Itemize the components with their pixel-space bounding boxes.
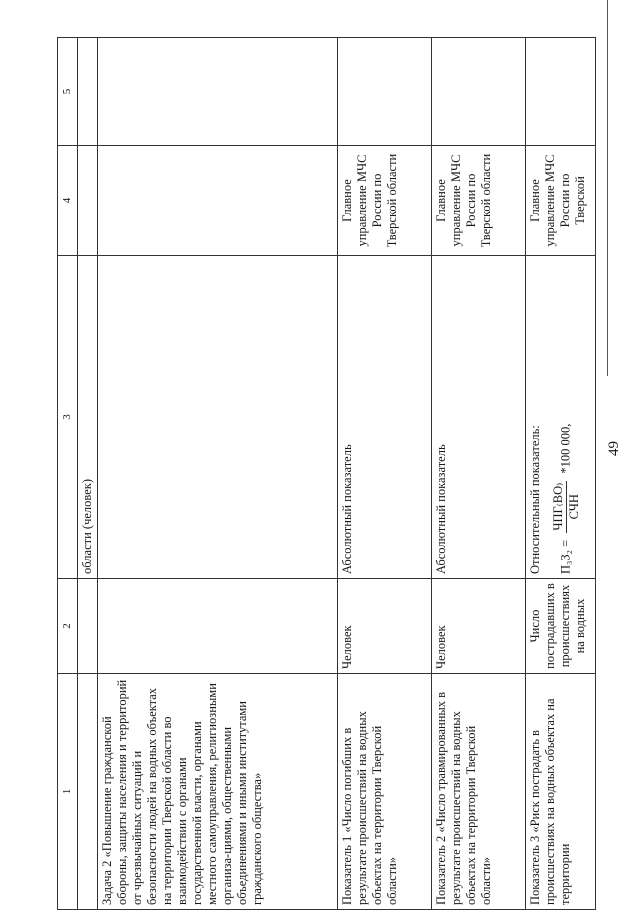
formula-numerator: ЧПГ₍ВО₎ [551, 482, 565, 531]
page-number-container [607, 440, 637, 470]
indicator-type-cell [526, 256, 596, 579]
formula-multiplier: *100 000, [558, 423, 573, 474]
table-row [432, 38, 526, 910]
formula-fraction [551, 481, 582, 533]
indicator-table [57, 37, 596, 910]
unit-cell: Число пострадавших в происшествиях на водных [526, 579, 596, 674]
table-row [98, 38, 338, 910]
header-col-4: 4 [58, 146, 78, 256]
rotated-table-container [57, 38, 585, 910]
table-row [526, 38, 596, 910]
indicator-1-cell: Показатель 1 «Число погибших в результате происшествий на водных объектах на территории Тверской области» [338, 674, 432, 910]
responsible-cell: Главное управление МЧС России по Тверской области [338, 146, 432, 256]
unit-cell: Человек [432, 579, 526, 674]
table-row [78, 38, 98, 910]
indicator-2-cell: Показатель 2 «Число травмированных в результате происшествий на водных объектах на территории Тверской области» [432, 674, 526, 910]
page-number: 49 [606, 441, 622, 456]
responsible-cell: Главное управление МЧС России по Тверской области [432, 146, 526, 256]
table-header-row [58, 38, 78, 910]
indicator-type-cell: Абсолютный показатель [338, 256, 432, 579]
indicator-3-cell: Показатель 3 «Риск пострадать в происшествиях на водных объектах на территории [526, 674, 596, 910]
page-edge-line [607, 0, 608, 376]
header-col-2: 2 [58, 579, 78, 674]
table-row [338, 38, 432, 910]
header-col-1: 1 [58, 674, 78, 910]
indicator-type-label: Относительный показатель: [528, 425, 542, 574]
responsible-cell: Главное управление МЧС России по Тверской [526, 146, 596, 256]
formula-denominator: СЧН [567, 494, 581, 520]
header-col-3: 3 [58, 256, 78, 579]
risk-formula [551, 260, 582, 574]
formula-equals: = [558, 539, 573, 547]
unit-cell: Человек [338, 579, 432, 674]
header-col-5: 5 [58, 38, 78, 146]
continuation-text: области (человек) [78, 256, 98, 579]
formula-lhs: П₃З₂ [558, 549, 573, 574]
indicator-type-cell: Абсолютный показатель [432, 256, 526, 579]
task-2-cell: Задача 2 «Повышение гражданской обороны, защиты населения и территорий от чрезвычайных ситуаций и безопасности людей на водных объектах на территории Тверской области во взаимодействии с органами государственной власти, органами местного самоуправления, религиозными организа-циями, общественными объединениями и иными институтами гражданского общества» [98, 674, 338, 910]
